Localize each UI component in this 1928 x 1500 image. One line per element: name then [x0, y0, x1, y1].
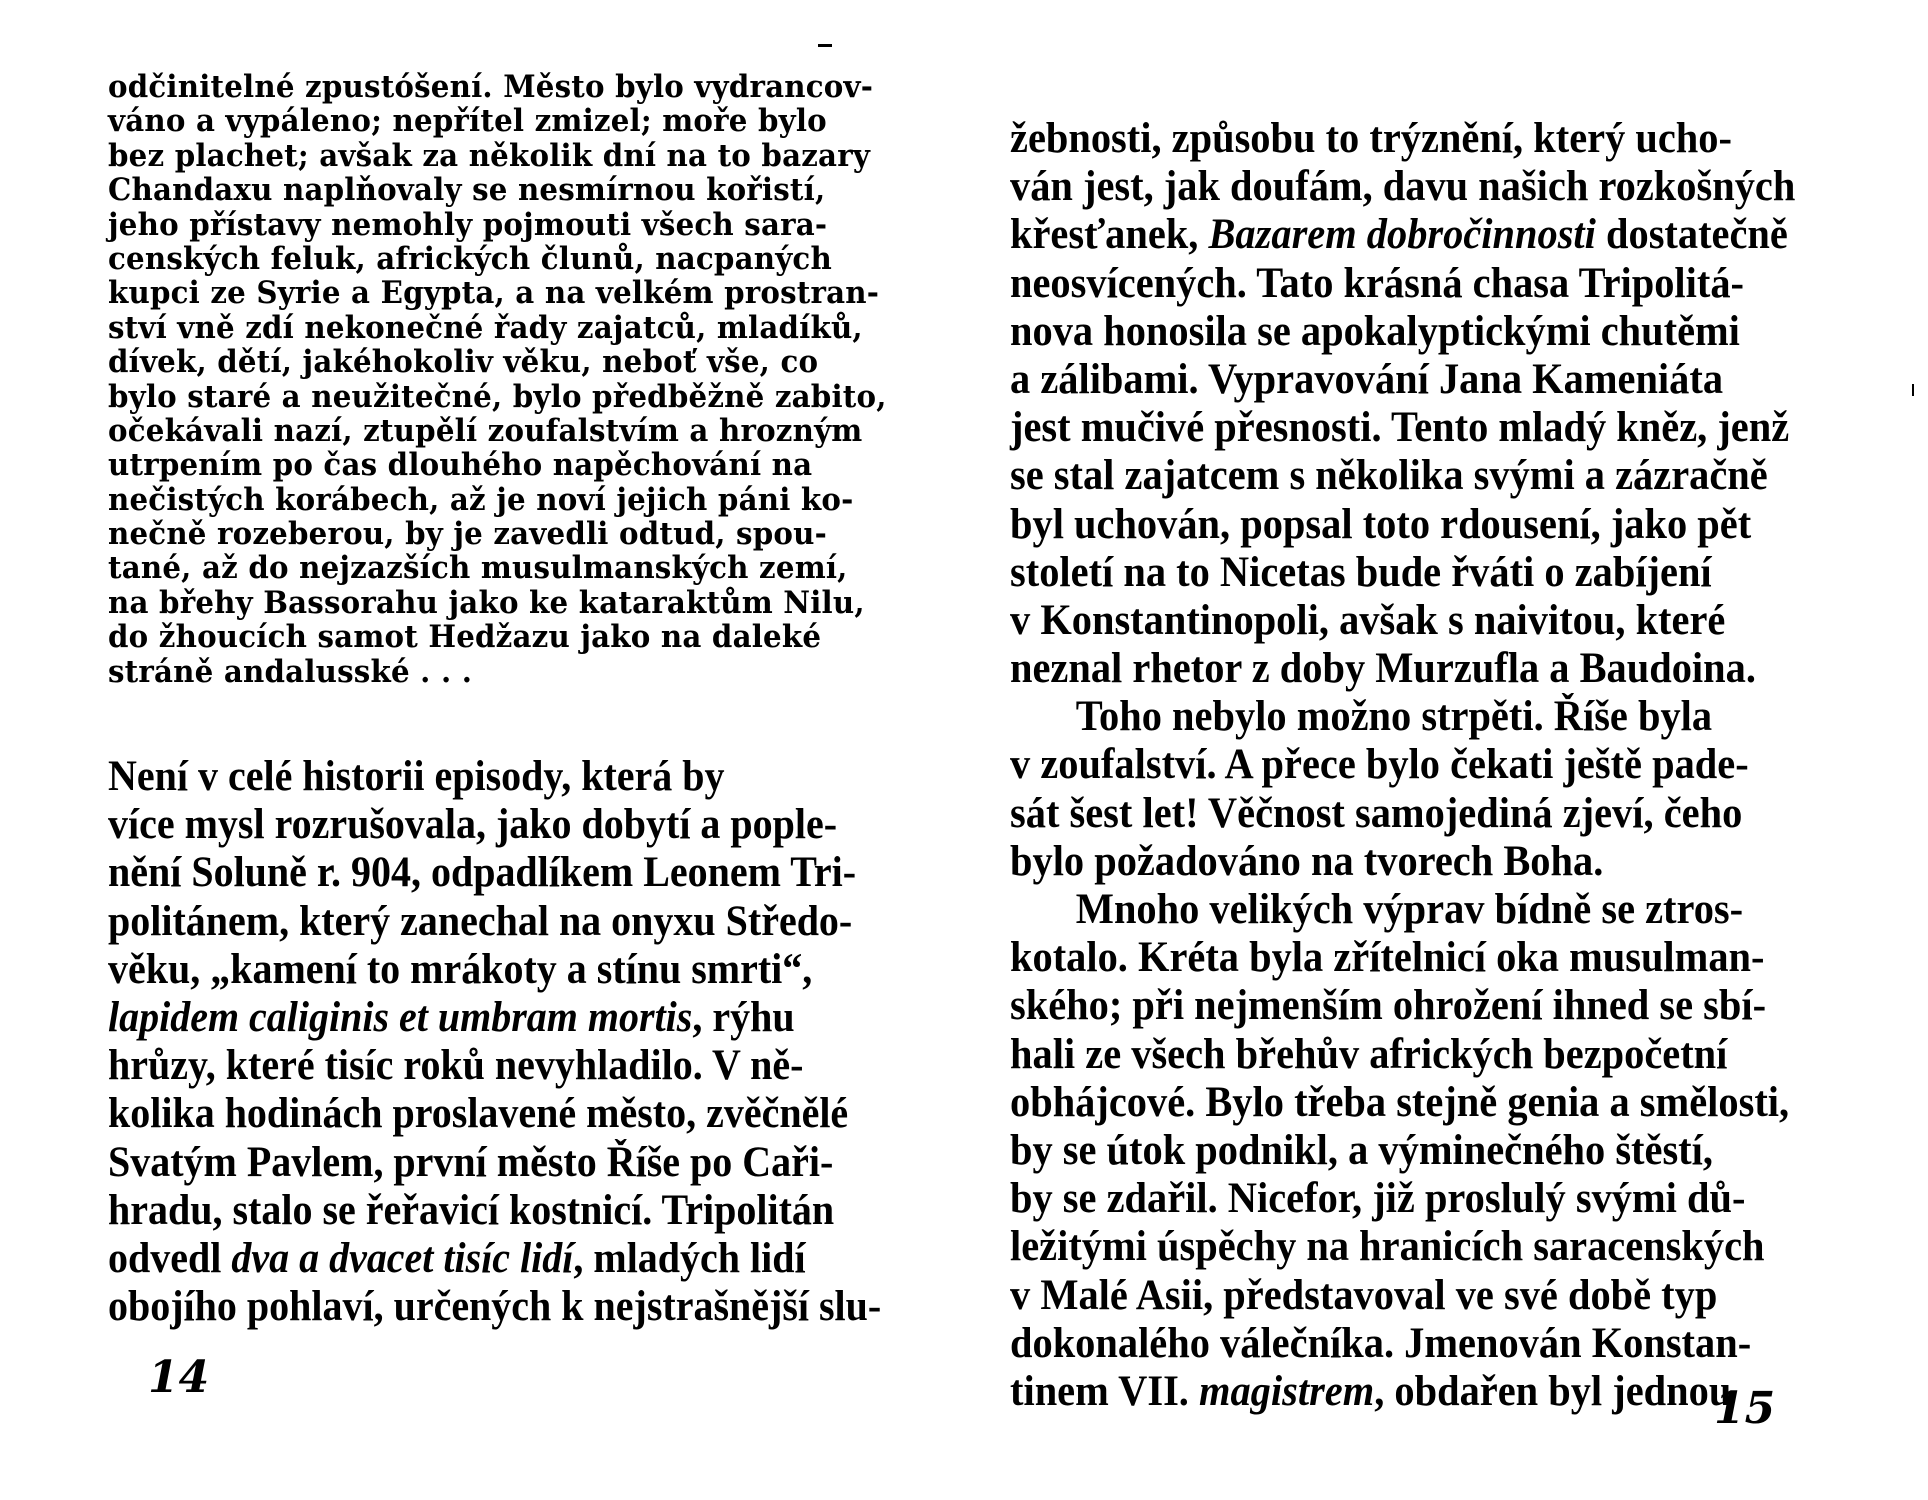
italic-latin-quote: lapidem caliginis et umbram mortis: [108, 993, 693, 1041]
text-line: dokonalého válečníka. Jmenován Konstan-: [1010, 1319, 1752, 1367]
paragraph-start-line: Toho nebylo možno strpěti. Říše byla: [1075, 693, 1713, 741]
text-line: století na to Nicetas bude řváti o zabíjení: [1010, 548, 1712, 596]
text-line: jeho přístavy nemohly pojmouti všech sara-: [108, 206, 828, 243]
text-line: Chandaxu naplňovaly se nesmírnou kořistí,: [108, 172, 826, 209]
text-line: v zoufalství. A přece bylo čekati ještě pade-: [1010, 741, 1749, 789]
text-line: nečně rozeberou, by je zavedli odtud, spou-: [108, 516, 827, 553]
text-fragment: křesťanek,: [1010, 211, 1209, 259]
text-line: tané, až do nejzazších musulmanských zemí,: [108, 550, 848, 587]
italic-emphasis: magistrem: [1199, 1367, 1375, 1415]
paragraph-start-line: Mnoho velikých výprav bídně se ztros-: [1075, 886, 1744, 933]
text-line: jest mučivé přesnosti. Tento mladý kněz, jenž: [1010, 404, 1790, 452]
text-line: byl uchován, popsal toto rdousení, jako pět: [1010, 500, 1752, 548]
text-line: ván jest, jak doufám, davu našich rozkošných: [1010, 163, 1796, 211]
text-line: žebnosti, způsobu to trýznění, který ucho-: [1010, 115, 1732, 162]
text-line: kotalo. Kréta byla zřítelnicí oka musulman-: [1010, 934, 1765, 982]
text-line: věku, „kamení to mrákoty a stínu smrti“,: [108, 945, 813, 993]
text-fragment: dostatečně: [1595, 211, 1788, 259]
text-fragment: , rýhu: [692, 993, 795, 1041]
text-line: utrpením po čas dlouhého napěchování na: [108, 447, 813, 484]
text-line: ského; při nejmenším ohrožení ihned se sbí-: [1010, 982, 1767, 1030]
text-line: by se zdařil. Nicefor, již proslulý svými dů-: [1010, 1175, 1746, 1223]
text-line: odčinitelné zpustóšení. Město bylo vydrancov-: [108, 69, 874, 105]
right-page: [1010, 115, 1890, 1416]
text-line: bylo požadováno na tvorech Boha.: [1010, 837, 1604, 885]
text-fragment: tinem VII.: [1010, 1367, 1200, 1415]
text-line: bylo staré a neužitečné, bylo předběžně zabito,: [108, 378, 887, 415]
text-line: v Malé Asii, představoval ve své době typ: [1010, 1271, 1718, 1319]
text-line: neosvícených. Tato krásná chasa Tripolitá-: [1010, 259, 1745, 307]
italic-emphasis: dva a dvacet tisíc lidí: [231, 1234, 574, 1282]
text-fragment: , obdařen byl jednou: [1374, 1367, 1732, 1415]
italic-emphasis: Bazarem dobročinnosti: [1208, 211, 1596, 259]
text-line-mixed: [108, 1235, 871, 1283]
text-line: Není v celé historii episody, která by: [108, 753, 725, 801]
margin-ink-mark: [1912, 384, 1914, 396]
text-line: v Konstantinopoli, avšak s naivitou, které: [1010, 596, 1726, 644]
text-line: obhájcové. Bylo třeba stejně genia a smělosti,: [1010, 1078, 1790, 1126]
text-line: ležitými úspěchy na hranicích saracenských: [1010, 1223, 1765, 1271]
text-line: do žhoucích samot Hedžazu jako na daleké: [108, 619, 822, 656]
text-line: se stal zajatcem s několika svými a zázračně: [1010, 452, 1768, 500]
text-line: cenských feluk, afrických člunů, nacpaných: [108, 240, 832, 277]
text-fragment: , mladých lidí: [573, 1234, 806, 1282]
text-line: váno a vypáleno; nepřítel zmizel; moře bylo: [108, 103, 827, 140]
text-line: by se útok podnikl, a výminečného štěstí,: [1010, 1126, 1713, 1174]
page-number-right: 15: [1714, 1383, 1776, 1434]
text-line: bez plachet; avšak za několik dní na to bazary: [108, 137, 871, 174]
left-page-main-paragraph: [108, 753, 928, 1331]
text-line: Svatým Pavlem, první město Říše po Caři-: [108, 1138, 834, 1186]
text-line: hradu, stalo se řeřavicí kostnicí. Tripolitán: [108, 1186, 835, 1234]
text-line: stráně andalusské . . .: [108, 653, 473, 690]
text-line-mixed: [1010, 211, 1837, 259]
text-fragment: odvedl: [108, 1234, 232, 1282]
text-line: kolika hodinách proslavené město, zvěčnělé: [108, 1090, 849, 1138]
text-line: očekávali nazí, ztupělí zoufalstvím a hrozným: [108, 412, 863, 449]
top-ink-mark: [818, 44, 832, 47]
text-line: kupci ze Syrie a Egypta, a na velkém prostran-: [108, 275, 880, 312]
text-line: na břehy Bassorahu jako ke kataraktům Nilu,: [108, 584, 865, 621]
text-line: obojího pohlaví, určených k nejstrašnější slu-: [108, 1283, 882, 1331]
text-line: hali ze všech břehův afrických bezpočetní: [1010, 1030, 1728, 1078]
text-line: nečistých korábech, až je noví jejich páni ko-: [108, 481, 854, 518]
text-line: hrůzy, které tisíc roků nevyhladilo. V ně-: [108, 1042, 804, 1090]
text-line: nění Soluně r. 904, odpadlíkem Leonem Tri-: [108, 849, 857, 897]
left-page-quote-paragraph: [108, 70, 928, 689]
text-line: dívek, dětí, jakéhokoliv věku, neboť vše, co: [108, 344, 819, 381]
page-number-left: 14: [148, 1352, 210, 1403]
text-line: politánem, který zanechal na onyxu Středo-: [108, 897, 853, 945]
text-line: a zálibami. Vypravování Jana Kameniáta: [1010, 355, 1724, 403]
text-line: více mysl rozrušovala, jako dobytí a pople-: [108, 801, 838, 849]
text-line: ství vně zdí nekonečné řady zajatců, mladíků,: [108, 309, 863, 346]
text-line: sát šest let! Věčnost samojediná zjeví, čeho: [1010, 789, 1743, 837]
text-line: neznal rhetor z doby Murzufla a Baudoina.: [1010, 645, 1756, 693]
text-line: nova honosila se apokalyptickými chutěmi: [1010, 307, 1740, 355]
left-page: [108, 70, 928, 1331]
text-line-mixed: [108, 994, 871, 1042]
